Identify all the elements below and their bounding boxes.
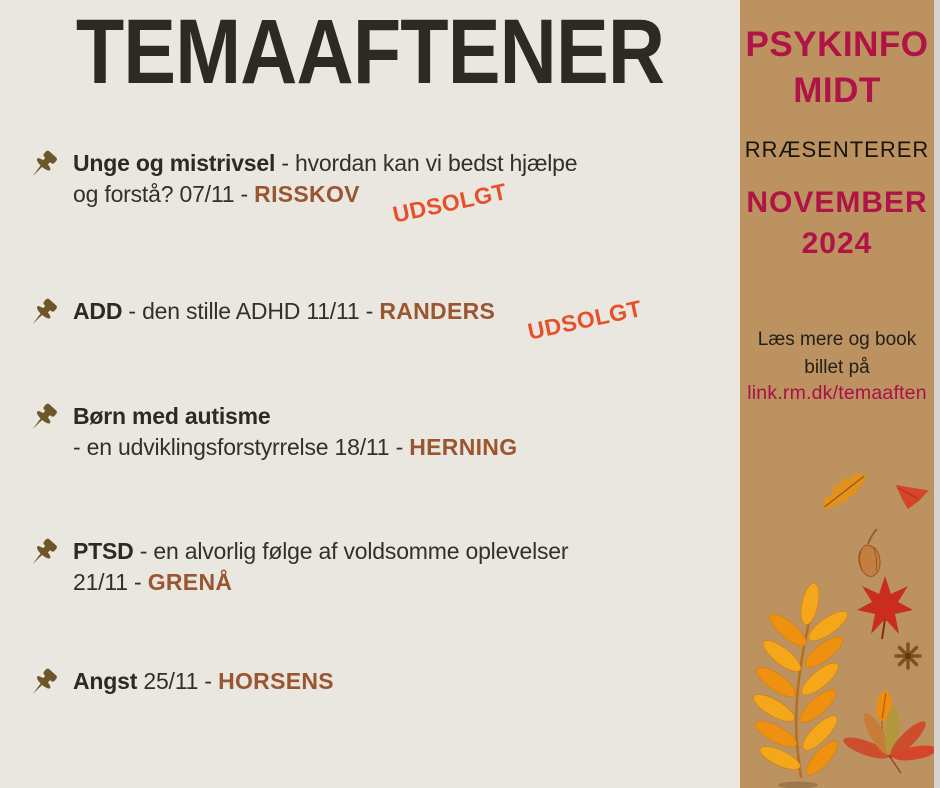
- event-desc: og forstå? 07/11 -: [73, 181, 255, 207]
- month-name: NOVEMBER: [746, 186, 928, 219]
- event-line: [73, 536, 568, 567]
- booking-link: link.rm.dk/temaaften: [747, 382, 927, 404]
- pushpin-icon: [28, 538, 60, 570]
- brand-line1: PSYKINFO: [745, 25, 929, 64]
- booking-line2: billet på: [804, 357, 870, 378]
- right-edge-strip: [934, 0, 940, 788]
- event-desc: 25/11 -: [137, 668, 219, 694]
- pushpin-icon: [28, 668, 60, 700]
- event-desc: - hvordan kan vi bedst hjælpe: [275, 150, 578, 176]
- event-city: GRENÅ: [147, 569, 233, 595]
- event-item: [28, 295, 728, 345]
- event-city: HORSENS: [218, 668, 334, 694]
- pushpin-icon: [28, 298, 60, 330]
- maple-leaf-icon: [857, 576, 913, 639]
- event-city: RISSKOV: [254, 181, 360, 207]
- event-desc: - en udviklingsforstyrrelse 18/11 -: [73, 434, 410, 460]
- event-line: [73, 295, 645, 345]
- event-line: [73, 178, 577, 228]
- pushpin-icon: [28, 150, 60, 182]
- brand-title: [740, 22, 934, 114]
- event-title: PTSD: [73, 538, 134, 564]
- month-year: 2024: [801, 227, 873, 260]
- event-line: [73, 567, 568, 598]
- physalis-icon: [859, 529, 880, 577]
- event-title: ADD: [73, 298, 123, 324]
- booking-line1: Læs mere og book: [757, 329, 917, 350]
- event-line: [73, 148, 577, 179]
- page-title: TEMAAFTENER: [75, 1, 665, 103]
- event-desc: 21/11 -: [73, 569, 148, 595]
- event-title: Børn med autisme: [73, 403, 271, 429]
- event-title: Unge og mistrivsel: [73, 150, 276, 176]
- red-leaf-icon: [890, 480, 929, 513]
- event-item: [28, 401, 728, 463]
- event-item: [28, 666, 728, 700]
- event-desc: - en alvorlig følge af voldsomme oplevelser: [133, 538, 569, 564]
- soldout-stamp: UDSOLGT: [525, 295, 645, 345]
- presents-label: RRÆSENTERER: [744, 137, 930, 162]
- sidebar: [740, 0, 934, 788]
- rowan-leaf-icon: [750, 582, 851, 788]
- brand-line2: MIDT: [793, 71, 881, 110]
- event-line: [73, 432, 517, 463]
- booking-info: [740, 326, 934, 382]
- oak-leaf-icon: [816, 467, 871, 516]
- pushpin-icon: [28, 403, 60, 435]
- event-desc: - den stille ADHD 11/11 -: [122, 298, 380, 324]
- event-city: HERNING: [409, 434, 518, 460]
- autumn-leaves-illustration: [740, 458, 934, 788]
- star-anise-icon: [896, 644, 920, 668]
- event-city: RANDERS: [379, 298, 496, 324]
- event-item: [28, 148, 728, 228]
- soldout-stamp: UDSOLGT: [390, 178, 509, 228]
- event-title: Angst: [73, 668, 138, 694]
- event-line: [73, 666, 334, 697]
- month-label: [740, 182, 934, 264]
- event-item: [28, 536, 728, 598]
- event-line: [73, 401, 517, 432]
